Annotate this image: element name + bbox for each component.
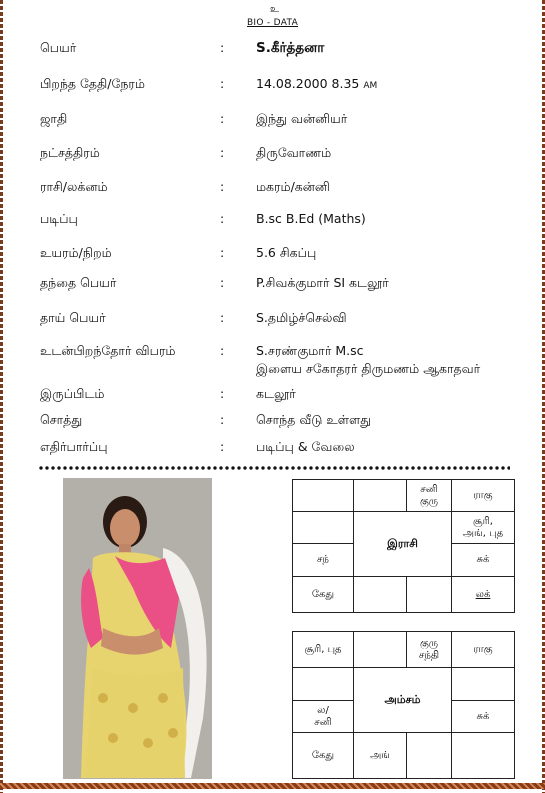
field-value: சொந்த வீடு உள்ளது xyxy=(256,412,372,427)
field-label: இருப்பிடம் xyxy=(40,386,105,401)
field-label: உடன்பிறந்தோர் விபரம் xyxy=(40,343,176,358)
field-value: S.கீர்த்தனா xyxy=(256,40,325,56)
field-row-star xyxy=(40,145,520,167)
amsam-chart xyxy=(292,631,515,779)
dotted-divider xyxy=(38,465,510,471)
field-colon: : xyxy=(220,211,225,226)
amsam-house-12: சுக் xyxy=(452,701,515,733)
field-label: தந்தை பெயர் xyxy=(40,275,117,290)
field-colon: : xyxy=(220,111,225,126)
bottom-border xyxy=(0,783,545,789)
rasi-house-1 xyxy=(293,480,354,512)
field-row-height xyxy=(40,245,520,267)
field-row-expectation xyxy=(40,439,520,461)
birth-date-time: 14.08.2000 8.35 xyxy=(256,76,360,91)
field-colon: : xyxy=(220,179,225,194)
rasi-center-label: இராசி xyxy=(354,512,452,577)
field-colon: : xyxy=(220,412,225,427)
field-label: படிப்பு xyxy=(40,211,78,226)
rasi-house-15 xyxy=(407,577,452,613)
field-row-father xyxy=(40,275,520,297)
field-label: தாய் பெயர் xyxy=(40,310,106,325)
field-value: S.சரண்குமார் M.sc xyxy=(256,343,364,358)
page-title: BIO - DATA xyxy=(246,18,299,28)
profile-photo-illustration xyxy=(63,478,212,779)
amsam-house-5 xyxy=(293,668,354,701)
field-value: B.sc B.Ed (Maths) xyxy=(256,211,366,226)
amsam-house-9: ல/ சனி xyxy=(293,701,354,733)
field-label: பிறந்த தேதி/நேரம் xyxy=(40,76,145,91)
field-value: கடலூர் xyxy=(256,386,296,401)
rasi-house-12: சுக் xyxy=(452,544,515,577)
field-label: நட்சத்திரம் xyxy=(40,145,100,160)
field-label: எதிர்பார்ப்பு xyxy=(40,439,108,454)
field-colon: : xyxy=(220,40,225,55)
field-value: S.தமிழ்ச்செல்வி xyxy=(256,310,347,325)
field-colon: : xyxy=(220,386,225,401)
rasi-house-9: சந் xyxy=(293,544,354,577)
rasi-house-16: லக் xyxy=(452,577,515,613)
field-colon: : xyxy=(220,145,225,160)
birth-time-suffix: AM xyxy=(363,81,378,91)
field-value: இந்து வன்னியர் xyxy=(256,111,348,126)
field-label: பெயர் xyxy=(40,40,77,55)
field-colon: : xyxy=(220,310,225,325)
field-colon: : xyxy=(220,275,225,290)
field-value: மகரம்/கன்னி xyxy=(256,179,330,194)
field-value: திருவோணம் xyxy=(256,145,332,160)
field-row-caste xyxy=(40,111,520,133)
amsam-house-16 xyxy=(452,733,515,779)
field-row-residence xyxy=(40,386,520,408)
field-value xyxy=(256,76,377,91)
rasi-house-14 xyxy=(354,577,407,613)
field-value-line2: இளைய சகோதரர் திருமணம் ஆகாதவர் xyxy=(256,361,481,376)
amsam-house-8 xyxy=(452,668,515,701)
field-row-property xyxy=(40,412,520,434)
amsam-house-4: ராகு xyxy=(452,632,515,668)
amsam-house-14: அங் xyxy=(354,733,407,779)
field-colon: : xyxy=(220,245,225,260)
rasi-house-8: சூரி, அங், புத xyxy=(452,512,515,544)
field-value: P.சிவக்குமார் SI கடலூர் xyxy=(256,275,389,290)
field-row-name xyxy=(40,40,520,62)
amsam-center-label: அம்சம் xyxy=(354,668,452,733)
field-row-education xyxy=(40,211,520,233)
left-border xyxy=(0,0,3,793)
field-colon: : xyxy=(220,76,225,91)
field-colon: : xyxy=(220,439,225,454)
amsam-house-15 xyxy=(407,733,452,779)
field-label: ராசி/லக்னம் xyxy=(40,179,108,194)
amsam-house-3: குரு சந்தி xyxy=(407,632,452,668)
amsam-house-2 xyxy=(354,632,407,668)
field-label: சொத்து xyxy=(40,412,83,427)
field-row-birth xyxy=(40,76,520,98)
field-label: உயரம்/நிறம் xyxy=(40,245,112,260)
field-row-siblings xyxy=(40,343,520,383)
field-row-mother xyxy=(40,310,520,332)
amsam-house-13: கேது xyxy=(293,733,354,779)
rasi-chart xyxy=(292,479,515,613)
field-label: ஜாதி xyxy=(40,111,68,126)
rasi-house-3: சனி குரு xyxy=(407,480,452,512)
rasi-house-13: கேது xyxy=(293,577,354,613)
rasi-house-2 xyxy=(354,480,407,512)
pillaiyar-suzhi-symbol: உ xyxy=(270,4,280,15)
profile-photo xyxy=(63,478,212,779)
amsam-house-1: சூரி, புத xyxy=(293,632,354,668)
field-row-rasi xyxy=(40,179,520,201)
field-value: 5.6 சிகப்பு xyxy=(256,245,317,260)
rasi-house-4: ராகு xyxy=(452,480,515,512)
field-value: படிப்பு & வேலை xyxy=(256,439,355,454)
field-colon: : xyxy=(220,343,225,358)
rasi-house-5 xyxy=(293,512,354,544)
